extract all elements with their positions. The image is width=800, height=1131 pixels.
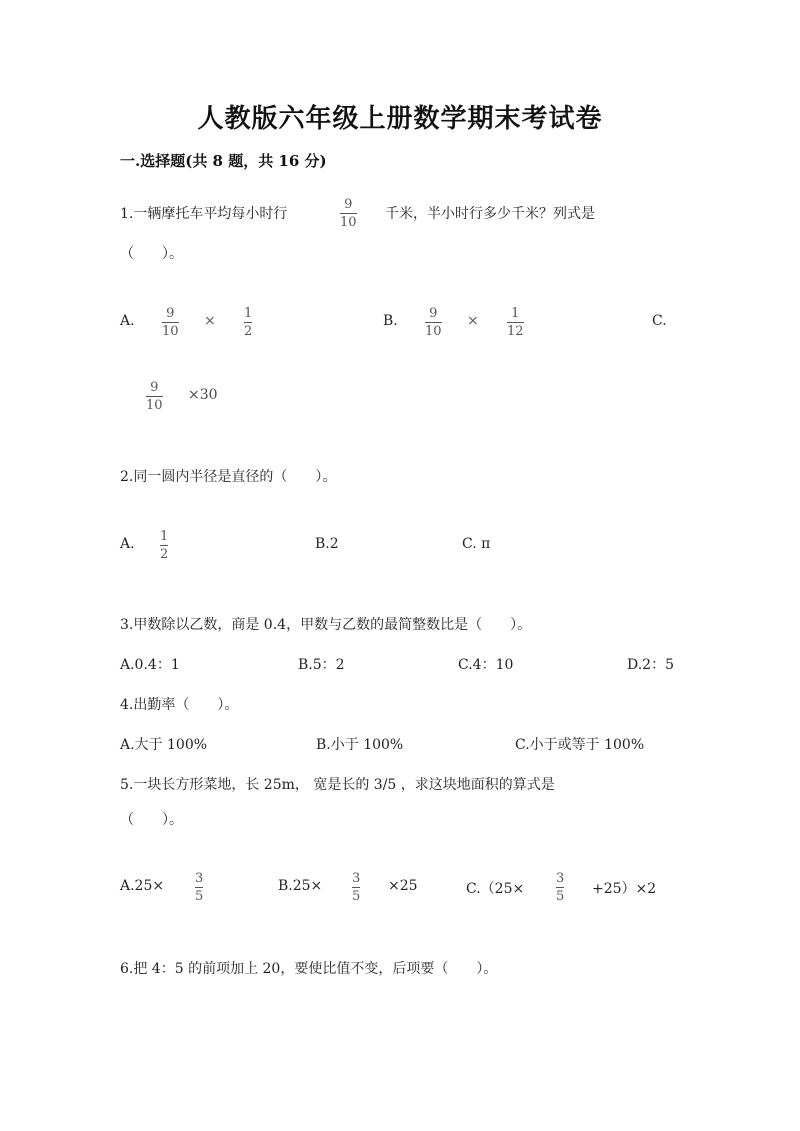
q3-option-b: B.5：2 [298,657,345,673]
fraction-numerator: 9 [429,306,438,321]
fraction-denominator: 10 [146,398,163,413]
q5-option-b-pre: B.25× [278,878,323,894]
q1-option-c-fraction [146,380,163,413]
q1-option-b-fraction-2 [507,306,524,339]
q5-answer-blank: （ ）。 [120,812,183,828]
q1-fraction [340,197,357,230]
q4-text: 4.出勤率（ ）。 [120,697,239,713]
fraction-numerator: 3 [195,871,204,886]
q2-option-b: B.2 [315,536,339,552]
q5-option-a-fraction [195,871,203,904]
q5-option-c-post: +25）×2 [592,881,657,897]
fraction-denominator: 5 [352,889,361,904]
q2-option-a-label: A. [120,536,135,552]
q4-option-b: B.小于 100% [316,737,404,753]
q4-option-c: C.小于或等于 100% [515,737,645,753]
q5-option-b-post: ×25 [388,878,418,894]
q3-text: 3.甲数除以乙数，商是 0.4，甲数与乙数的最简整数比是（ ）。 [120,617,532,633]
q5-option-c-pre: C.（25× [466,881,525,897]
q1-option-b-fraction-1 [425,306,442,339]
q1-text-post: 千米，半小时行多少千米？列式是 [385,206,595,222]
fraction-numerator: 9 [150,380,159,395]
q1-option-b-operator: × [467,313,479,329]
fraction-denominator: 12 [507,324,524,339]
q3-option-d: D.2：5 [627,657,674,673]
q1-option-a-label: A. [120,313,135,329]
q1-option-a-fraction-1 [162,306,179,339]
page-title: 人教版六年级上册数学期末考试卷 [197,104,603,134]
fraction-numerator: 9 [166,306,175,321]
q1-option-c-label: C. [652,313,667,329]
fraction-denominator: 5 [556,889,565,904]
fraction-denominator: 2 [160,547,169,562]
fraction-numerator: 3 [556,871,565,886]
q3-option-c: C.4：10 [458,657,514,673]
q2-option-c: C. π [462,536,491,552]
q5-option-a-pre: A.25× [120,878,165,894]
q1-option-a-operator: × [204,313,216,329]
q5-option-c-fraction [556,871,564,904]
fraction-denominator: 10 [162,324,179,339]
q1-answer-blank: （ ）。 [120,246,183,262]
fraction-numerator: 1 [160,529,169,544]
q4-option-a: A.大于 100% [120,737,208,753]
q5-option-b-fraction [352,871,360,904]
q1-option-a-fraction-2 [244,306,252,339]
q1-option-b-label: B. [383,313,398,329]
fraction-numerator: 9 [344,197,353,212]
fraction-denominator: 2 [244,324,253,339]
fraction-numerator: 3 [352,871,361,886]
fraction-denominator: 5 [195,889,204,904]
q2-text: 2.同一圆内半径是直径的（ ）。 [120,469,337,485]
fraction-numerator: 1 [244,306,253,321]
q2-option-a-fraction [160,529,168,562]
q3-option-a: A.0.4：1 [120,657,180,673]
fraction-denominator: 10 [425,324,442,339]
section-heading: 一.选择题(共 8 题，共 16 分) [120,152,327,170]
q1-text-pre: 1.一辆摩托车平均每小时行 [120,206,288,222]
q1-option-c-rest: ×30 [188,387,218,403]
fraction-denominator: 10 [340,215,357,230]
q6-text: 6.把 4：5 的前项加上 20，要使比值不变，后项要（ ）。 [120,961,498,977]
fraction-numerator: 1 [511,306,520,321]
q5-text: 5.一块长方形菜地，长 25m， 宽是长的 3/5 ，求这块地面积的算式是 [120,777,555,793]
